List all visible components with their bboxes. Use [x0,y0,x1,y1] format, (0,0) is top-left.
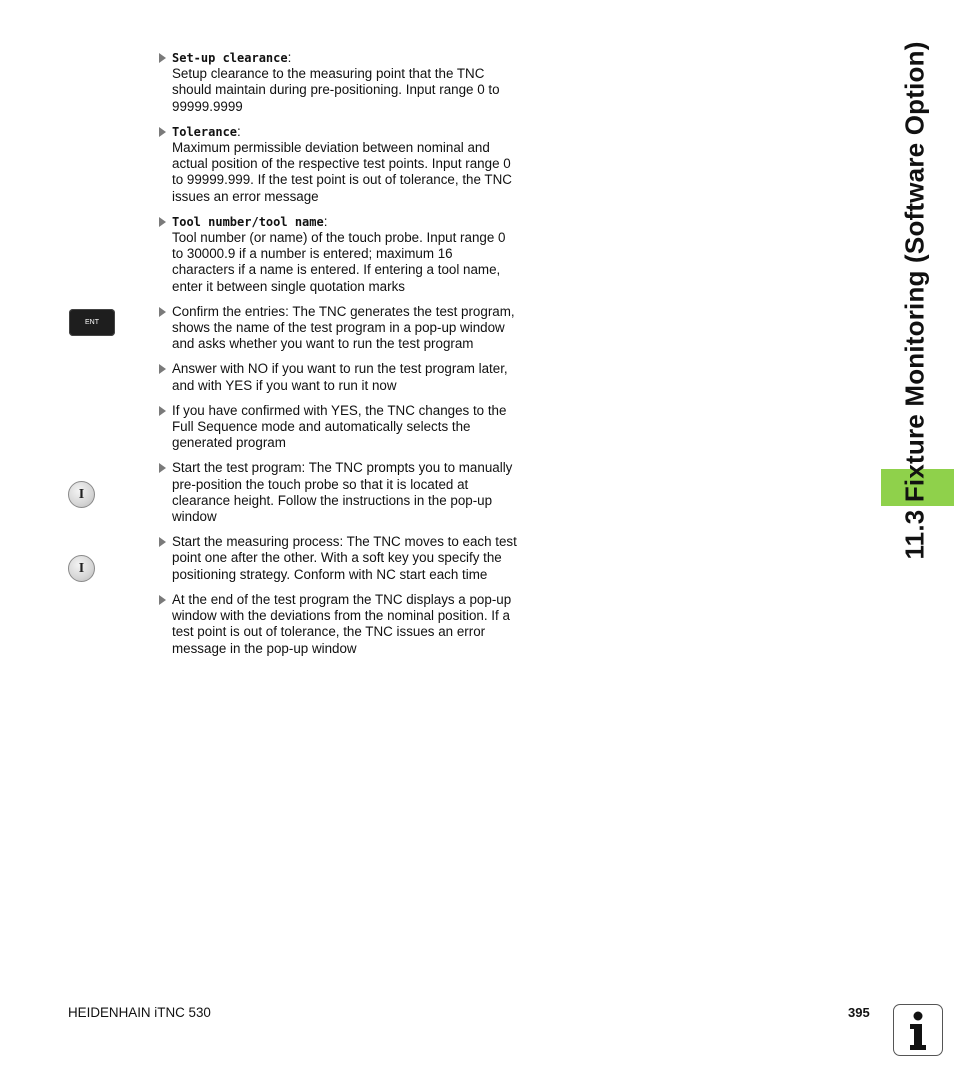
list-item [158,534,518,583]
list-item [158,124,518,205]
chapter-title: 11.3 Fixture Monitoring (Software Option) [899,40,930,560]
parameter-suffix: : [287,50,292,65]
list-item [158,214,518,295]
nc-start-key-icon: I [68,555,95,582]
chapter-title-vertical [892,40,938,560]
item-description: Maximum permissible deviation between nominal and actual position of the respective test points. Input range 0 to 99999.999. If the test point is out of tolerance, the TNC issues an error message [172,140,512,204]
bullet-triangle-icon [159,364,166,374]
bullet-triangle-icon [159,595,166,605]
item-text: Start the test program: The TNC prompts you to manually pre-position the touch probe so that it is located at clearance height. Follow the instructions in the pop-up window [172,460,513,525]
bullet-triangle-icon [159,463,166,473]
parameter-name: Tool number/tool name [172,214,324,229]
list-item [158,403,518,452]
info-icon [893,1004,943,1056]
item-text: Confirm the entries: The TNC generates the test program, shows the name of the test program in a pop-up window and asks whether you want to run the test program [172,303,515,352]
item-description: Tool number (or name) of the touch probe. Input range 0 to 30000.9 if a number is entered; maximum 16 characters if a name is entered. If entering a tool name, enter it between single quotation marks [172,230,506,294]
parameter-name: Set-up clearance [172,51,288,65]
bullet-triangle-icon [159,217,166,227]
ent-key-icon: ENT [69,309,115,336]
item-text: If you have confirmed with YES, the TNC changes to the Full Sequence mode and automatically selects the generated program [172,402,507,451]
bullet-triangle-icon [159,127,166,137]
list-item [158,304,518,353]
footer-product: HEIDENHAIN iTNC 530 [68,1005,211,1020]
list-item [158,592,518,657]
item-text: Answer with NO if you want to run the test program later, and with YES if you want to run it now [172,361,508,393]
bullet-triangle-icon [159,307,166,317]
bullet-triangle-icon [159,406,166,416]
list-item [158,361,518,393]
parameter-suffix: : [323,213,328,229]
item-text: Start the measuring process: The TNC moves to each test point one after the other. With a soft key you specify the positioning strategy. Conform with NC start each time [172,534,517,582]
nc-start-key-icon: I [68,481,95,508]
bullet-triangle-icon [159,53,166,63]
instruction-list [158,50,518,666]
bullet-triangle-icon [159,537,166,547]
list-item [158,460,518,525]
list-item [158,50,518,115]
parameter-name: Tolerance [172,124,238,139]
item-description: Setup clearance to the measuring point that the TNC should maintain during pre-positioning. Input range 0 to 99999.9999 [172,66,500,114]
parameter-suffix: : [237,123,241,139]
page-number: 395 [848,1005,870,1020]
item-text: At the end of the test program the TNC displays a pop-up window with the deviations from the nominal position. If a test point is out of tolerance, the TNC issues an error message in the pop-up window [172,591,512,656]
